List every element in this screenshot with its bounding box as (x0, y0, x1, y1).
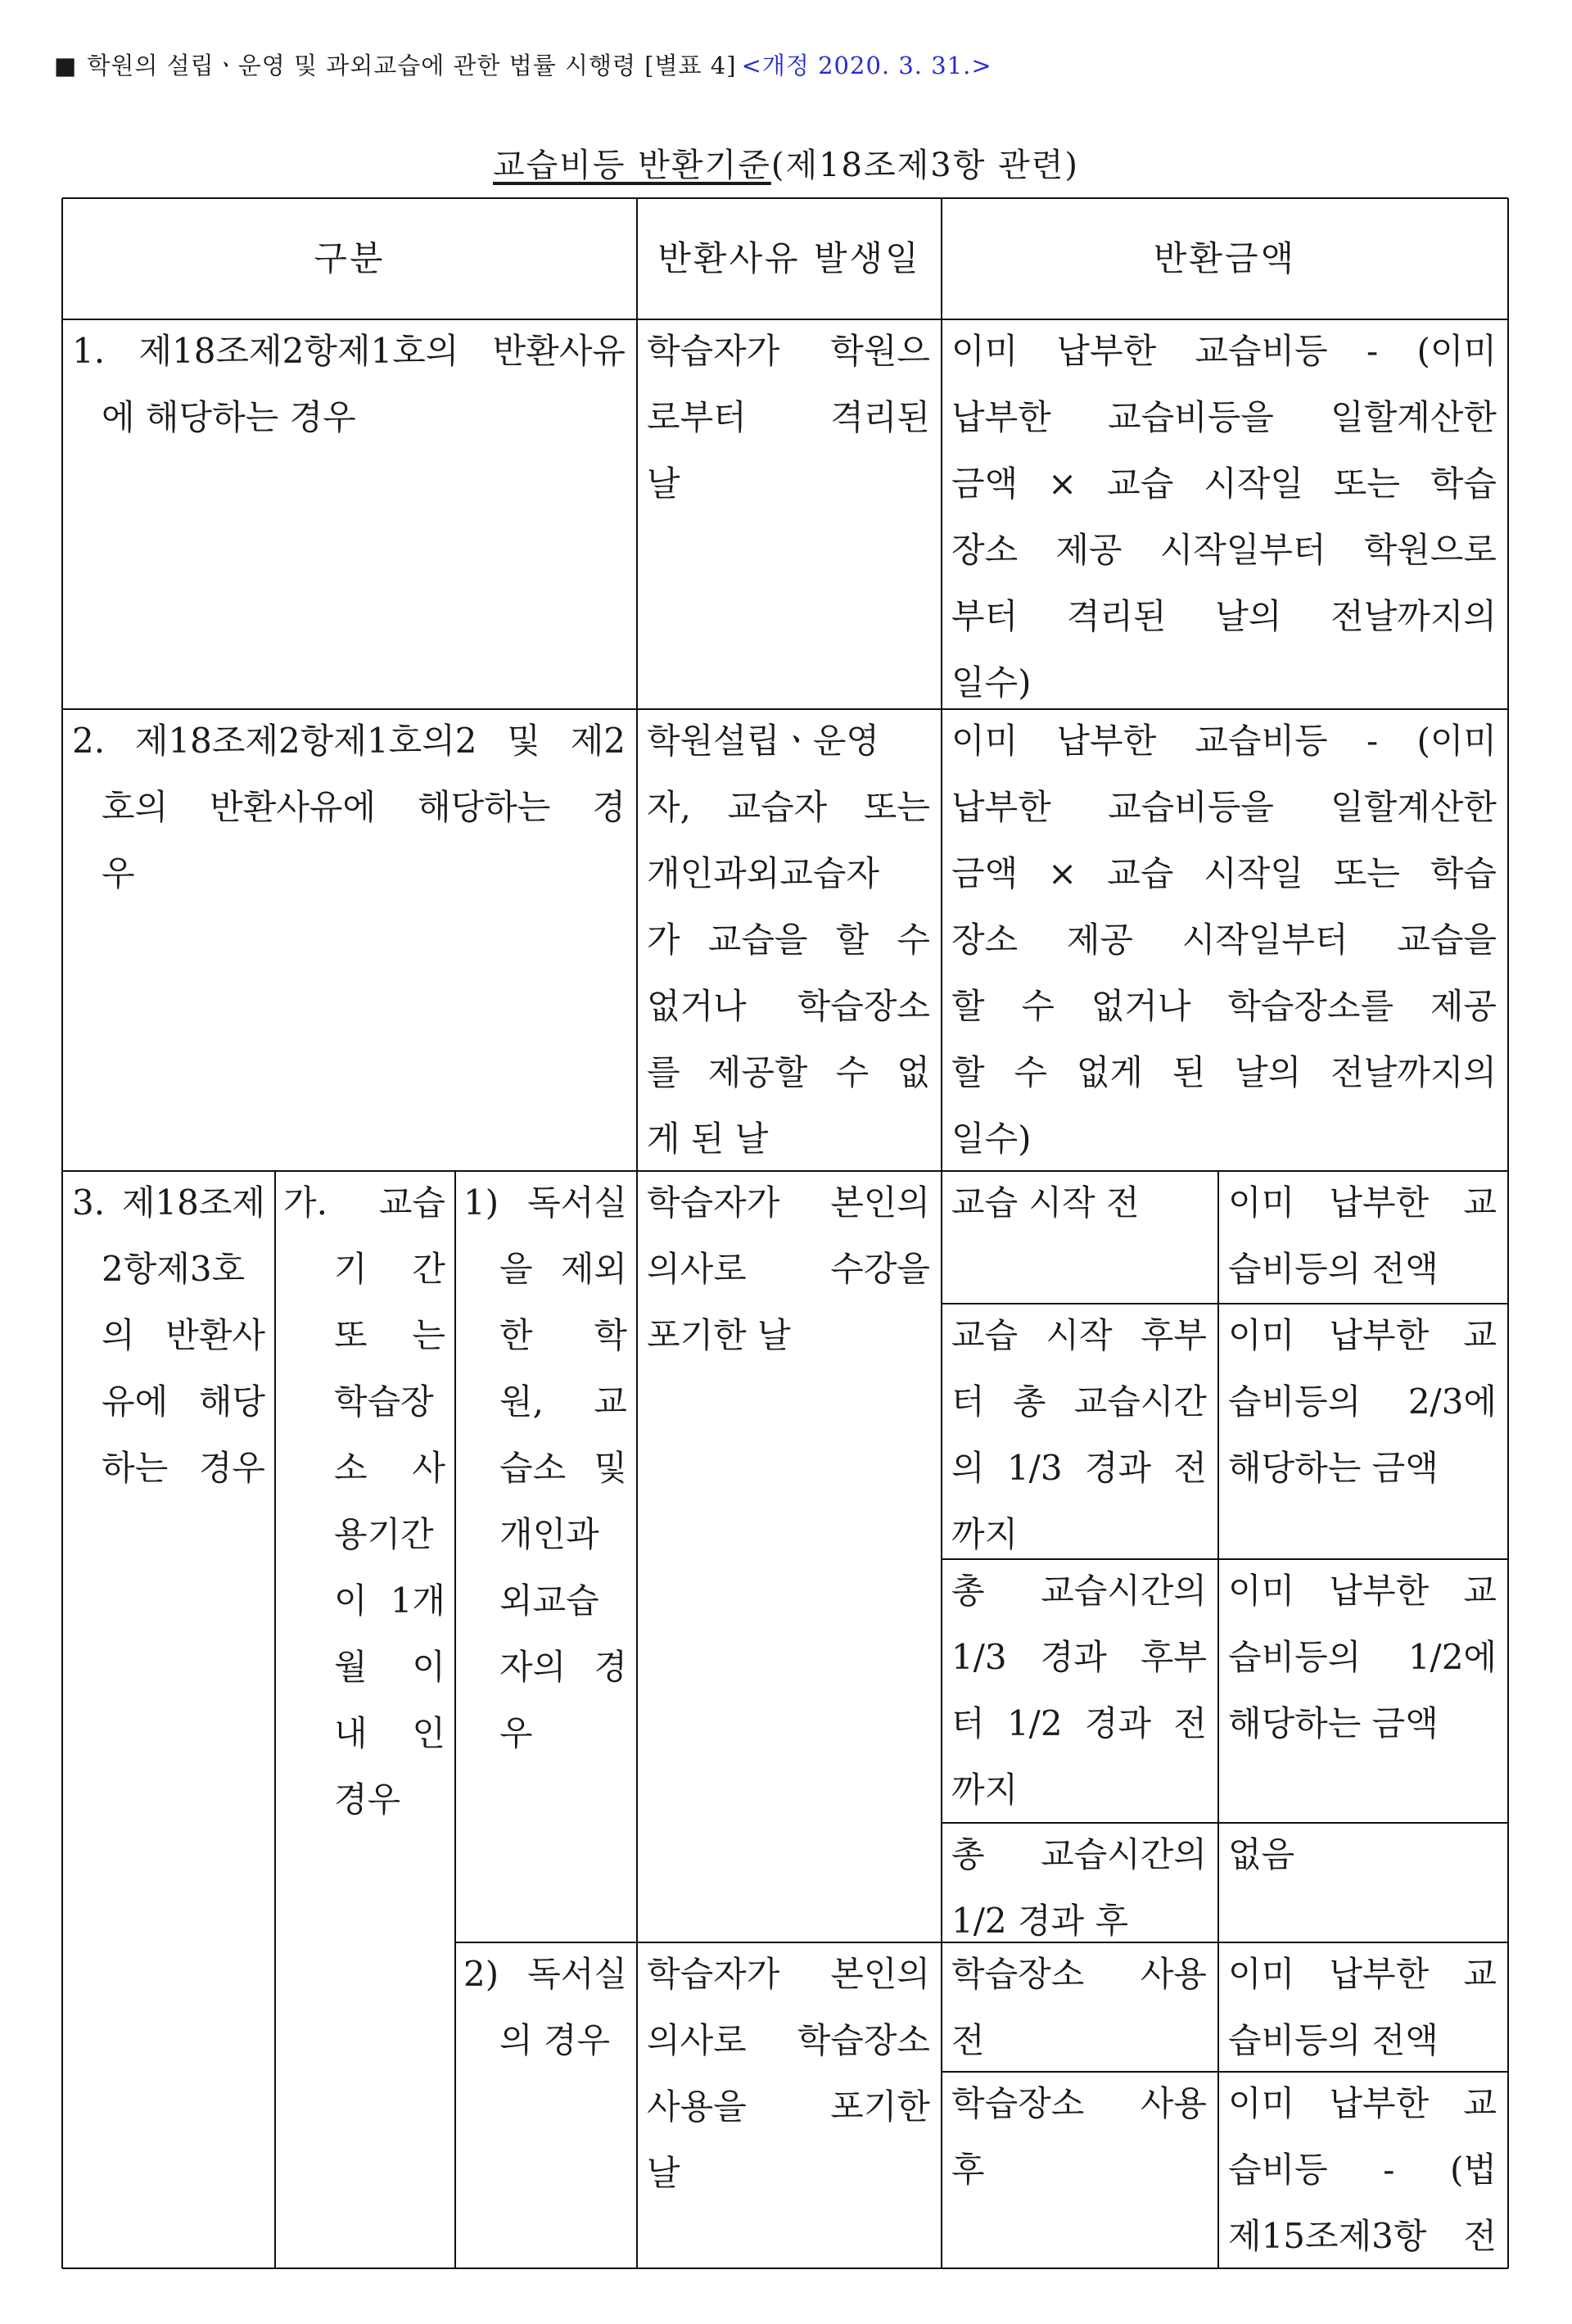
law-header (54, 47, 992, 81)
text-line: 또 는 (334, 1315, 445, 1355)
case1-period-4 (951, 1821, 1207, 1954)
text-line: 월 이 (334, 1647, 445, 1687)
text-line: 의 1/3 경과 전 (951, 1448, 1207, 1488)
text-line: 금액 × 교습 시작일 또는 학습 (951, 853, 1497, 893)
text-line: 3. 제18조제 (72, 1182, 265, 1223)
row3-sub-ga (283, 1169, 445, 1833)
case1-label (463, 1169, 627, 1766)
text-line: 호의 반환사유에 해당하는 경 (102, 787, 626, 827)
text-line: 까지 (951, 1514, 1019, 1554)
text-line: 게 된 날 (647, 1119, 769, 1159)
case1-period-1 (951, 1169, 1207, 1236)
header-return-date: 반환사유 발생일 (657, 238, 921, 278)
text-line: 터 총 교습시간 (951, 1381, 1207, 1422)
case1-refund-3 (1228, 1558, 1497, 1757)
text-line: 의 경우 (499, 2020, 611, 2060)
text-line: 습비등의 전액 (1228, 1249, 1439, 1289)
text-line: 이미 납부한 교습비등 - (이미 (951, 721, 1497, 761)
text-line: 할 수 없거나 학습장소를 제공 (951, 986, 1497, 1026)
text-line: 의사로 수강을 (647, 1249, 930, 1289)
text-line: 없음 (1228, 1834, 1295, 1874)
text-line: 일수) (951, 662, 1032, 703)
text-line: 외교습 (499, 1580, 599, 1621)
text-line: 의사로 학습장소 (647, 2020, 930, 2060)
text-line: 이미 납부한 교습비등 - (이미 (951, 331, 1497, 371)
text-line: 의 반환사 (102, 1315, 265, 1355)
text-line: 개인과 (499, 1514, 599, 1554)
case2-label (463, 1941, 627, 2073)
row1-amount (951, 318, 1497, 716)
text-line: 해당하는 금액 (1228, 1703, 1439, 1743)
text-line: 이미 납부한 교 (1228, 1571, 1497, 1611)
revision-date: <개정 2020. 3. 31.> (741, 52, 992, 79)
text-line: 자의 경 (499, 1647, 627, 1687)
text-line: 해당하는 금액 (1228, 1448, 1439, 1488)
text-line: 교습 시작 전 (951, 1182, 1140, 1223)
case1-refund-1 (1228, 1169, 1497, 1302)
text-line: 포기한 날 (647, 1315, 791, 1355)
text-line: 학습장소 사용 (951, 2083, 1207, 2123)
text-line: 용기간 (334, 1514, 434, 1554)
row2-amount (951, 708, 1497, 1172)
text-line: 금액 × 교습 시작일 또는 학습 (951, 463, 1497, 504)
text-line: 이 1개 (334, 1580, 445, 1621)
text-line: 이미 납부한 교 (1228, 2083, 1497, 2123)
text-line: 날 (647, 463, 680, 504)
text-line: 납부한 교습비등을 일할계산한 (951, 397, 1497, 437)
text-line: 내 인 (334, 1713, 445, 1753)
text-line: 2항제3호 (102, 1249, 246, 1289)
text-line: 학원설립ㆍ운영 (647, 721, 880, 761)
header-category: 구분 (314, 238, 386, 278)
text-line: 학습자가 학원으 (647, 331, 930, 371)
row3-category (72, 1169, 265, 1501)
case2-period-1 (951, 1941, 1207, 2073)
case1-period-2 (951, 1302, 1207, 1567)
text-line: 장소 제공 시작일부터 학원으로 (951, 530, 1497, 570)
text-line: 습소 및 (499, 1448, 627, 1488)
text-line: 까지 (951, 1770, 1019, 1810)
text-line: 습비등의 2/3에 (1228, 1381, 1497, 1422)
case1-period-3 (951, 1558, 1207, 1823)
text-line: 한 학 (499, 1315, 627, 1355)
text-line: 학습장 (334, 1381, 434, 1422)
case1-date (647, 1169, 930, 1368)
text-line: 전 (951, 2020, 985, 2060)
square-bullet: ■ (54, 52, 78, 79)
row2-category (72, 708, 626, 907)
text-line: 가 교습을 할 수 (647, 920, 930, 960)
text-line: 습비등 - (법 (1228, 2150, 1497, 2190)
row2-date (647, 708, 930, 1172)
case1-refund-2 (1228, 1302, 1497, 1501)
text-line: 없거나 학습장소 (647, 986, 930, 1026)
law-name: 학원의 설립ㆍ운영 및 과외교습에 관한 법률 시행령 [별표 4] (87, 52, 737, 79)
text-line: 원, 교 (499, 1381, 627, 1422)
title-main: 교습비등 반환기준 (493, 147, 771, 184)
text-line: 소 사 (334, 1448, 445, 1488)
text-line: 사용을 포기한 (647, 2087, 930, 2127)
text-line: 자, 교습자 또는 (647, 787, 930, 827)
text-line: 제15조제3항 전 (1228, 2216, 1497, 2256)
header-return-amount: 반환금액 (1153, 238, 1297, 278)
title-ref: (제18조제3항 관련) (770, 147, 1079, 184)
text-line: 학습자가 본인의 (647, 1182, 930, 1223)
text-line: 장소 제공 시작일부터 교습을 (951, 920, 1497, 960)
text-line: 후 (951, 2150, 985, 2190)
text-line: 이미 납부한 교 (1228, 1315, 1497, 1355)
case2-date (647, 1941, 930, 2206)
text-line: 날 (647, 2153, 680, 2193)
text-line: 1/3 경과 후부 (951, 1637, 1207, 1677)
text-line: 납부한 교습비등을 일할계산한 (951, 787, 1497, 827)
text-line: 일수) (951, 1119, 1032, 1159)
text-line: 이미 납부한 교 (1228, 1182, 1497, 1223)
text-line: 하는 경우 (102, 1448, 265, 1488)
text-line: 을 제외 (499, 1249, 627, 1289)
text-line: 부터 격리된 날의 전날까지의 (951, 596, 1497, 636)
text-line: 우 (499, 1713, 533, 1753)
text-line: 할 수 없게 된 날의 전날까지의 (951, 1052, 1497, 1092)
case2-refund-2 (1228, 2070, 1497, 2269)
text-line: 총 교습시간의 (951, 1571, 1207, 1611)
text-line: 로부터 격리된 (647, 397, 930, 437)
text-line: 개인과외교습자 (647, 853, 880, 893)
text-line: 유에 해당 (102, 1381, 265, 1422)
case1-refund-4 (1228, 1821, 1497, 1888)
case2-period-2 (951, 2070, 1207, 2203)
text-line: 에 해당하는 경우 (102, 397, 356, 437)
case2-refund-1 (1228, 1941, 1497, 2073)
text-line: 경우 (334, 1779, 401, 1820)
text-line: 학습장소 사용 (951, 1954, 1207, 1994)
text-line: 1/2 경과 후 (951, 1901, 1129, 1941)
text-line: 습비등의 1/2에 (1228, 1637, 1497, 1677)
text-line: 1) 독서실 (463, 1182, 627, 1223)
text-line: 이미 납부한 교 (1228, 1954, 1497, 1994)
text-line: 학습자가 본인의 (647, 1954, 930, 1994)
text-line: 가. 교습 (283, 1182, 445, 1223)
row1-category (72, 318, 626, 450)
row1-date (647, 318, 930, 517)
text-line: 교습 시작 후부 (951, 1315, 1207, 1355)
text-line: 를 제공할 수 없 (647, 1052, 930, 1092)
text-line: 2. 제18조제2항제1호의2 및 제2 (72, 721, 626, 761)
text-line: 우 (102, 853, 135, 893)
page-title (0, 139, 1572, 186)
text-line: 기 간 (334, 1249, 445, 1289)
text-line: 2) 독서실 (463, 1954, 627, 1994)
text-line: 1. 제18조제2항제1호의 반환사유 (72, 331, 626, 371)
text-line: 총 교습시간의 (951, 1834, 1207, 1874)
text-line: 습비등의 전액 (1228, 2020, 1439, 2060)
text-line: 터 1/2 경과 전 (951, 1703, 1207, 1743)
